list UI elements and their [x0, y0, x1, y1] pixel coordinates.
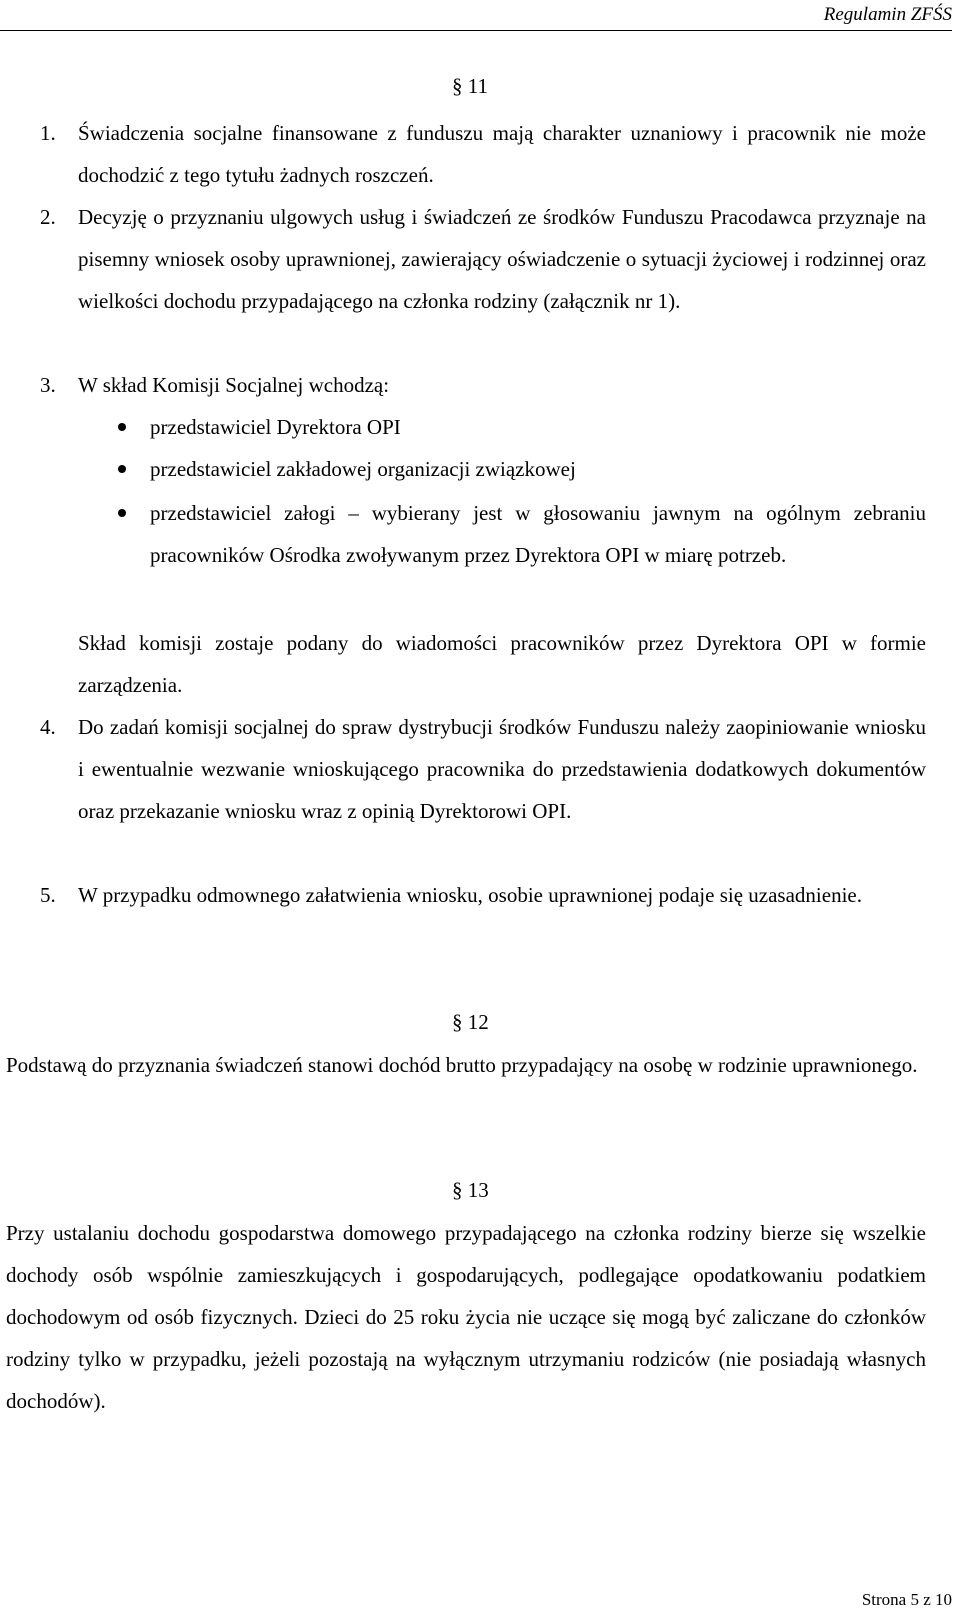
section-12-heading: § 12 [452, 1010, 489, 1034]
item-number-4: 4. [40, 715, 56, 739]
section-13-text: Przy ustalaniu dochodu gospodarstwa domowego przypadającego na członka rodziny bierze się wszelkie dochody osób wspólnie zamieszkujących i gospodarujących, podlegające opodatkowaniu podatkiem dochodowym od osób fizycznych. Dzieci do 25 roku życia nie uczące się mogą być zaliczane do członków rodziny tylko w przypadku, jeżeli pozostają na wyłącznym utrzymaniu rodziców (nie posiadają własnych dochodów). [6, 1221, 926, 1413]
item-1-text: Świadczenia socjalne finansowane z funduszu mają charakter uznaniowy i pracownik nie może dochodzić z tego tytułu żadnych roszczeń. [78, 121, 926, 187]
bullet-icon [118, 509, 126, 517]
section-11-heading: § 11 [452, 74, 488, 98]
section-13-heading: § 13 [452, 1178, 489, 1202]
section-12-text: Podstawą do przyznania świadczeń stanowi dochód brutto przypadający na osobę w rodzinie uprawnionego. [6, 1053, 918, 1077]
page-number: Strona 5 z 10 [861, 1590, 952, 1609]
header-rule [0, 30, 952, 31]
bullet-icon [118, 423, 126, 431]
item-2-text: Decyzję o przyznaniu ulgowych usług i świadczeń ze środków Funduszu Pracodawca przyznaje na pisemny wniosek osoby uprawnionej, zawierający oświadczenie o sytuacji życiowej i rodzinnej oraz wielkości dochodu przypadającego na członka rodziny (załącznik nr 1). [78, 205, 926, 313]
bullet-item-3: przedstawiciel załogi – wybierany jest w głosowaniu jawnym na ogólnym zebraniu pracowników Ośrodka zwoływanym przez Dyrektora OPI w miarę potrzeb. [150, 501, 926, 567]
running-header: Regulamin ZFŚS [823, 4, 952, 25]
item-3-text: W skład Komisji Socjalnej wchodzą: [78, 373, 390, 397]
item-5-text: W przypadku odmownego załatwienia wniosku, osobie uprawnionej podaje się uzasadnienie. [78, 883, 862, 907]
bullet-item-1: przedstawiciel Dyrektora OPI [150, 415, 401, 439]
bullet-icon [118, 465, 126, 473]
item-number-1: 1. [40, 121, 56, 145]
commission-composition-note: Skład komisji zostaje podany do wiadomości pracowników przez Dyrektora OPI w formie zarządzenia. [78, 631, 926, 697]
item-number-3: 3. [40, 373, 56, 397]
bullet-item-2: przedstawiciel zakładowej organizacji związkowej [150, 457, 576, 481]
item-4-text: Do zadań komisji socjalnej do spraw dystrybucji środków Funduszu należy zaopiniowanie wniosku i ewentualnie wezwanie wnioskującego pracownika do przedstawienia dodatkowych dokumentów oraz przekazanie wniosku wraz z opinią Dyrektorowi OPI. [78, 715, 926, 823]
item-number-5: 5. [40, 883, 56, 907]
item-number-2: 2. [40, 205, 56, 229]
